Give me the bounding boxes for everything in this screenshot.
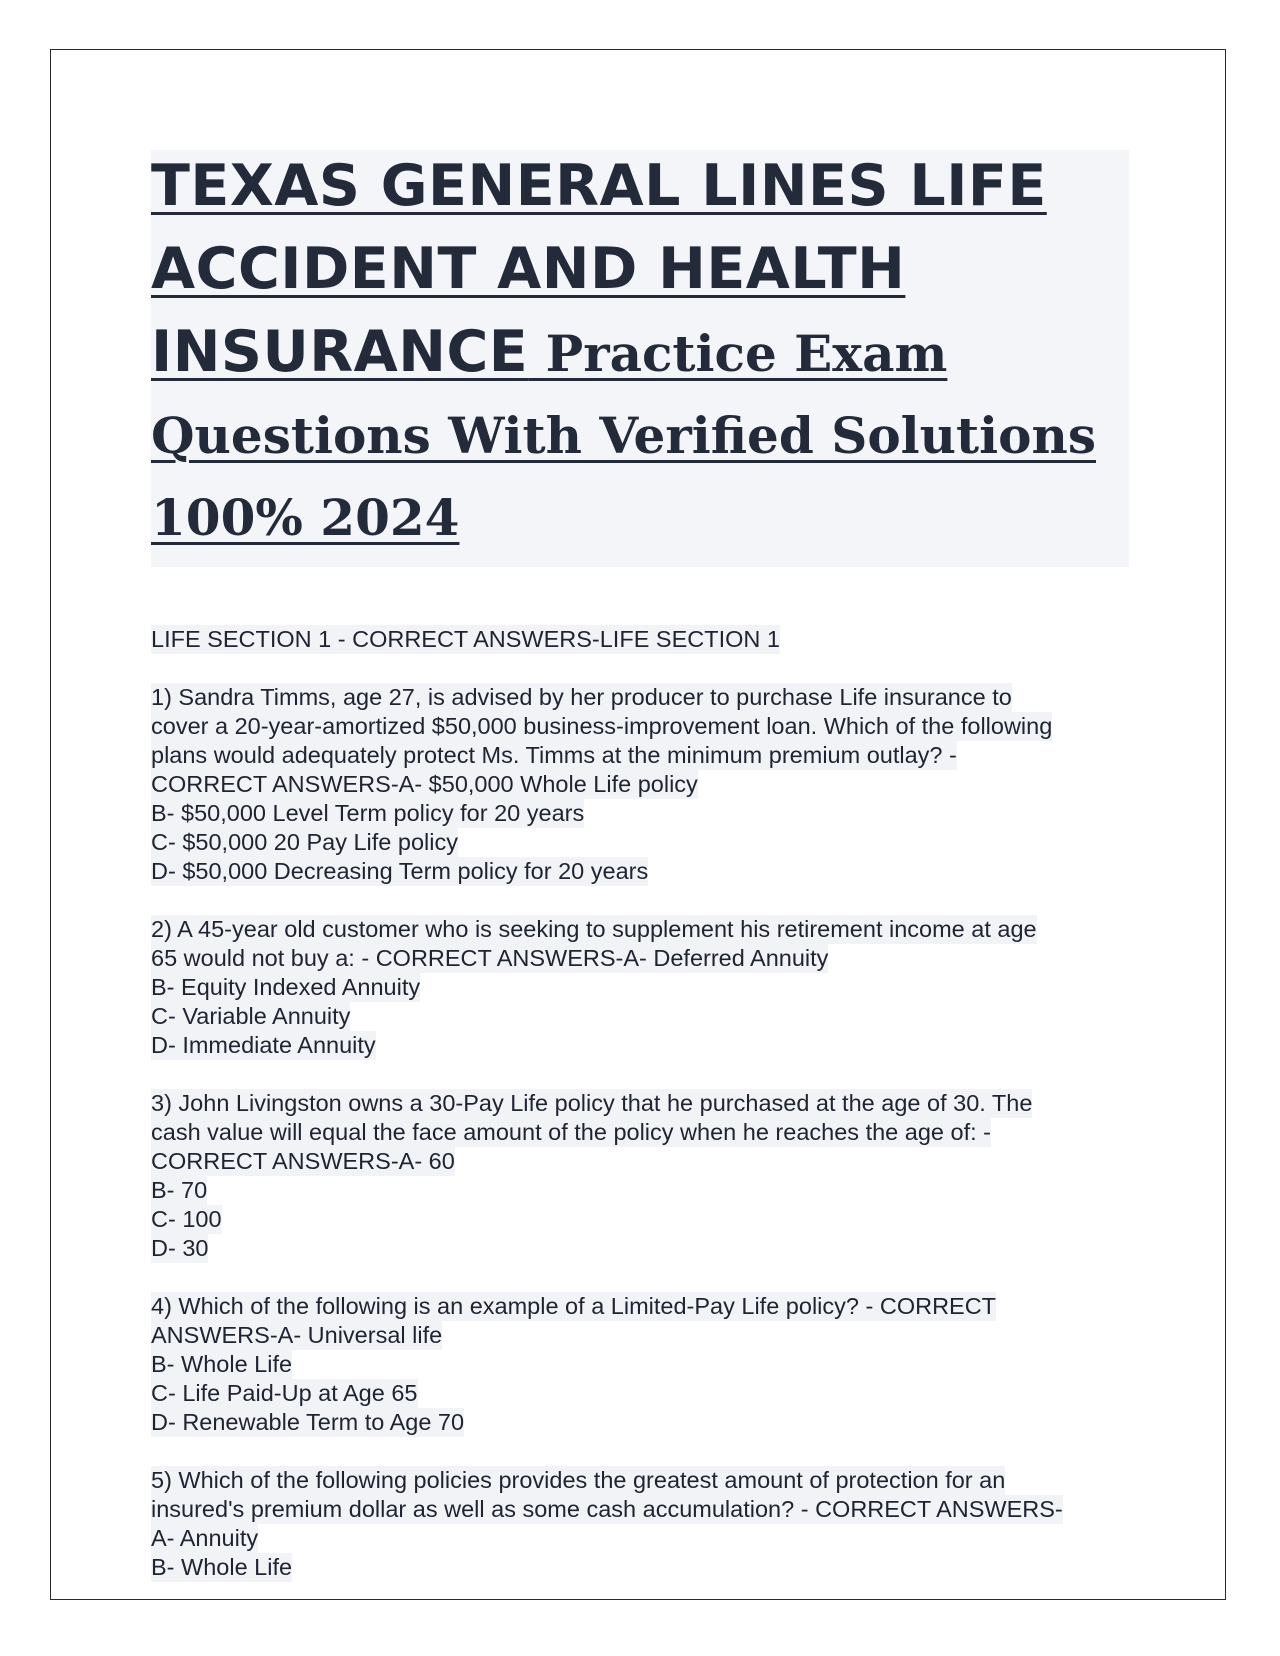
option-line: C- $50,000 20 Pay Life policy (151, 829, 458, 855)
question-5 (151, 1466, 1131, 1582)
answer-line: CORRECT ANSWERS-A- 60 (151, 1148, 455, 1174)
option-line: A- Annuity (151, 1525, 259, 1551)
title-line-3: INSURANCE (151, 319, 529, 385)
question-line: 4) Which of the following is an example of a Limited-Pay Life policy? - CORRECT (151, 1293, 997, 1319)
title-line-2: ACCIDENT AND HEALTH (151, 236, 906, 302)
document-content (151, 150, 1131, 1611)
section-heading-block (151, 625, 1131, 654)
question-line: insured's premium dollar as well as some cash accumulation? - CORRECT ANSWERS- (151, 1496, 1063, 1522)
option-line: D- Immediate Annuity (151, 1032, 376, 1058)
answer-line: ANSWERS-A- Universal life (151, 1322, 443, 1348)
option-line: B- Equity Indexed Annuity (151, 974, 421, 1000)
document-title (151, 150, 1129, 567)
title-line-4: Questions With Verified Solutions (151, 406, 1096, 465)
option-line: C- Variable Annuity (151, 1003, 351, 1029)
title-line-1: TEXAS GENERAL LINES LIFE (151, 153, 1047, 219)
option-line: B- Whole Life (151, 1554, 293, 1580)
option-line: D- 30 (151, 1235, 209, 1261)
title-line-3-serif: Practice Exam (528, 324, 948, 383)
question-line: 3) John Livingston owns a 30-Pay Life policy that he purchased at the age of 30. The (151, 1090, 1033, 1116)
option-line: B- Whole Life (151, 1351, 293, 1377)
question-1 (151, 683, 1131, 886)
option-line: D- Renewable Term to Age 70 (151, 1409, 465, 1435)
question-2 (151, 915, 1131, 1060)
question-line: cash value will equal the face amount of the policy when he reaches the age of: - (151, 1119, 991, 1145)
question-4 (151, 1292, 1131, 1437)
question-line: 2) A 45-year old customer who is seeking to supplement his retirement income at age (151, 916, 1037, 942)
question-3 (151, 1089, 1131, 1263)
option-line: B- $50,000 Level Term policy for 20 years (151, 800, 585, 826)
question-line: cover a 20-year-amortized $50,000 business-improvement loan. Which of the following (151, 713, 1053, 739)
title-line-5: 100% 2024 (151, 488, 460, 547)
document-body (151, 625, 1131, 1582)
option-line: D- $50,000 Decreasing Term policy for 20 years (151, 858, 649, 884)
option-line: B- 70 (151, 1177, 208, 1203)
question-line: 1) Sandra Timms, age 27, is advised by her producer to purchase Life insurance to (151, 684, 1012, 710)
question-line: 5) Which of the following policies provides the greatest amount of protection for an (151, 1467, 1006, 1493)
answer-line: CORRECT ANSWERS-A- $50,000 Whole Life policy (151, 771, 698, 797)
answer-line: 65 would not buy a: - CORRECT ANSWERS-A- Deferred Annuity (151, 945, 829, 971)
option-line: C- 100 (151, 1206, 222, 1232)
section-heading: LIFE SECTION 1 - CORRECT ANSWERS-LIFE SECTION 1 (151, 626, 780, 652)
question-line: plans would adequately protect Ms. Timms at the minimum premium outlay? - (151, 742, 957, 768)
option-line: C- Life Paid-Up at Age 65 (151, 1380, 418, 1406)
